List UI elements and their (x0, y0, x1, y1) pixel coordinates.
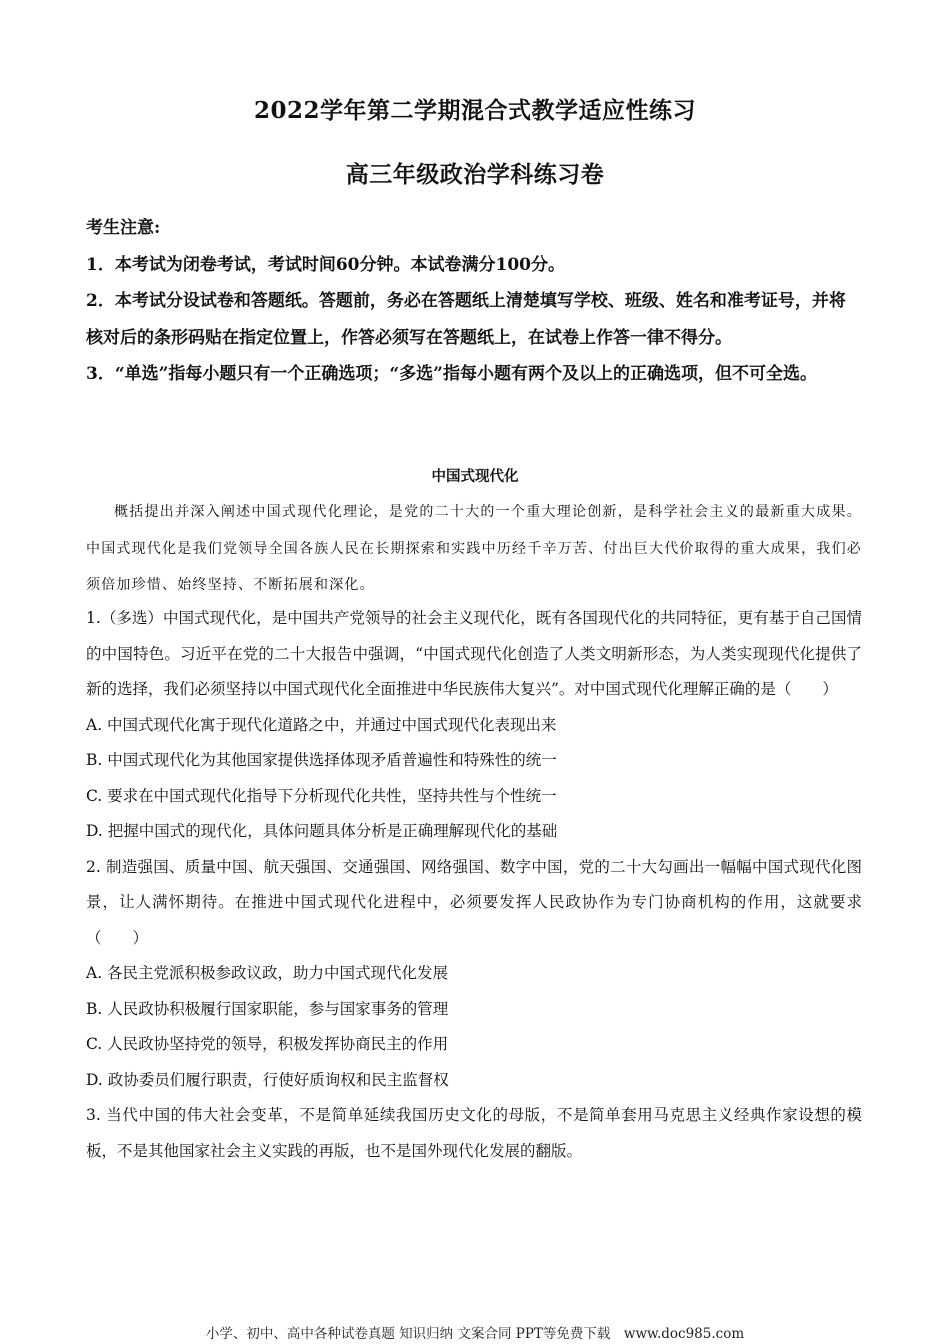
notice-block (86, 210, 862, 393)
question-stem: 3. 当代中国的伟大社会变革，不是简单延续我国历史文化的母版，不是简单套用马克思主义经典作家设想的模板，不是其他国家社会主义实践的再版，也不是国外现代化发展的翻版。 (86, 1106, 862, 1160)
notice-item: 3．“单选”指每小题只有一个正确选项；“多选”指每小题有两个及以上的正确选项，但不可全选。 (86, 364, 817, 384)
exam-subtitle: 高三年级政治学科练习卷 (345, 161, 605, 188)
question-option: A. 中国式现代化寓于现代化道路之中，并通过中国式现代化表现出来 (86, 715, 557, 734)
question-option: B. 中国式现代化为其他国家提供选择体现矛盾普遍性和特殊性的统一 (86, 751, 557, 769)
question-option: C. 人民政协坚持党的领导，积极发挥协商民主的作用 (86, 1035, 449, 1053)
question-stem: 1.（多选）中国式现代化，是中国共产党领导的社会主义现代化，既有各国现代化的共同特征，更有基于自己国情的中国特色。习近平在党的二十大报告中强调，“中国式现代化创造了人类文明新形态，为人类实现现代化提供了新的选择，我们必须坚持以中国式现代化全面推进中华民族伟大复兴”。对中国式现代化理解正确的是（ ） (86, 609, 862, 698)
question-option: D. 政协委员们履行职责，行使好质询权和民主监督权 (86, 1070, 449, 1089)
question-option: B. 人民政协积极履行国家职能，参与国家事务的管理 (86, 999, 449, 1018)
notice-heading: 考生注意: (86, 218, 161, 238)
question-stem: 2. 制造强国、质量中国、航天强国、交通强国、网络强国、数字中国，党的二十大勾画出一幅幅中国式现代化图景，让人满怀期待。在推进中国式现代化进程中，必须要发挥人民政协作为专门协商机构的作用，这就要求（ ） (86, 857, 862, 947)
notice-item: 1．本考试为闭卷考试，考试时间60分钟。本试卷满分100分。 (86, 254, 565, 275)
exam-title: 2022学年第二学期混合式教学适应性练习 (253, 97, 696, 124)
footer-watermark: 小学、初中、高中各种试卷真题 知识归纳 文案合同 PPT等免费下载 www.doc985.com (205, 1326, 745, 1342)
question-option: A. 各民主党派积极参政议政，助力中国式现代化发展 (86, 964, 449, 982)
section-title: 中国式现代化 (431, 468, 519, 485)
section-intro: 概括提出并深入阐述中国式现代化理论，是党的二十大的一个重大理论创新，是科学社会主义的最新重大成果。中国式现代化是我们党领导全国各族人民在长期探索和实践中历经千辛万苦、付出巨大代价取得的重大成果，我们必须倍加珍惜、始终坚持、不断拓展和深化。 (86, 504, 862, 593)
question-option: D. 把握中国式的现代化，具体问题具体分析是正确理解现代化的基础 (86, 822, 558, 840)
question-list (86, 601, 862, 1169)
question-option: C. 要求在中国式现代化指导下分析现代化共性，坚持共性与个性统一 (86, 786, 557, 805)
notice-item: 2．本考试分设试卷和答题纸。答题前，务必在答题纸上清楚填写学校、班级、姓名和准考证号，并将核对后的条形码贴在指定位置上，作答必须写在答题纸上，在试卷上作答一律不得分。 (86, 291, 846, 348)
